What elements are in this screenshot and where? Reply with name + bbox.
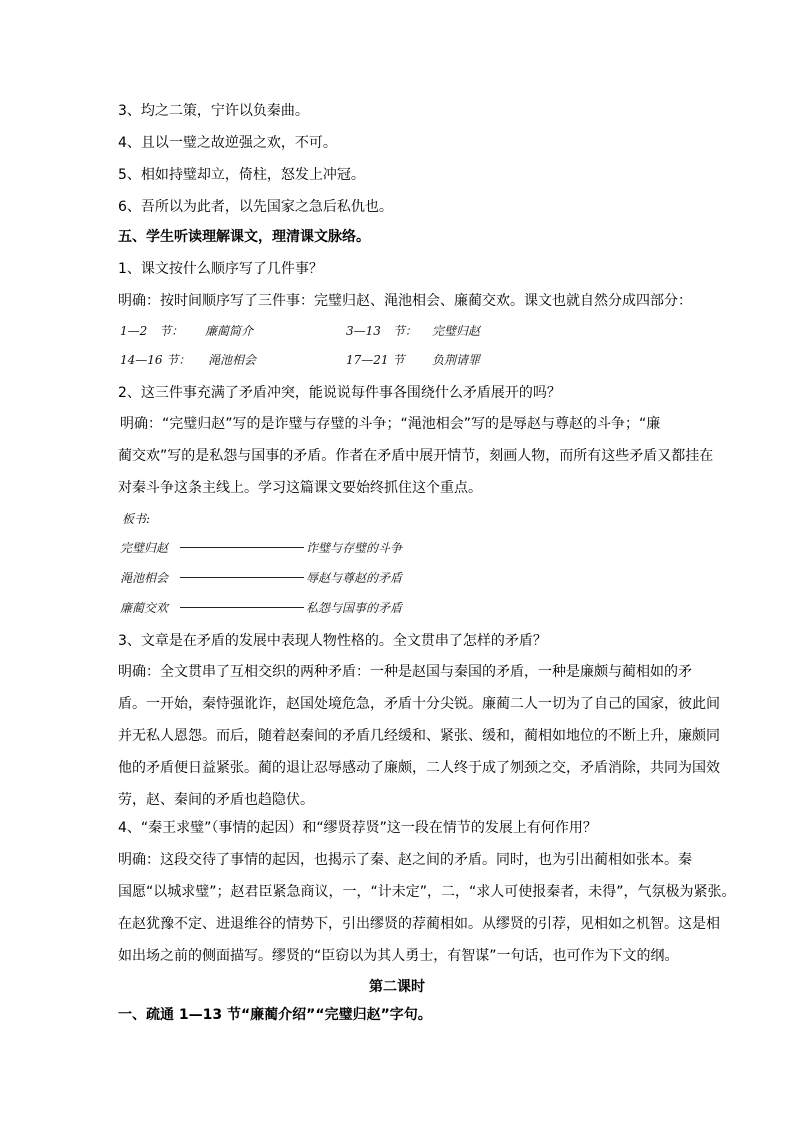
answer-line: 蔺交欢”写的是私怨与国事的矛盾。作者在矛盾中展开情节，刻画人物，而所有这些矛盾又都挂在 (118, 448, 714, 464)
question-2: 2、这三件事充满了矛盾冲突，能说说每件事各围绕什么矛盾展开的吗？ (118, 385, 561, 401)
answer-line: 明确：全文贯串了互相交织的两种矛盾：一种是赵国与秦国的矛盾，一种是廉颇与蔺相如的矛 (118, 664, 692, 680)
answer-line: 盾。一开始，秦恃强讹诈，赵国处境危急，矛盾十分尖锐。廉蔺二人一切为了自己的国家，彼此间 (118, 696, 720, 712)
part-title: 完璧归赵 (432, 324, 481, 338)
board-right: 诈璧与存璧的斗争 (306, 541, 403, 555)
answer-line: 国愿“以城求璧”；赵君臣紧急商议，一，“计未定”，二，“求人可使报秦者，未得”，气氛极为紧张。 (118, 884, 736, 900)
list-item: 3、均之二策，宁许以负秦曲。 (118, 103, 309, 119)
answer-3 (118, 656, 720, 816)
board-left: 廉蔺交欢 (120, 601, 169, 615)
answer-line: 他的矛盾便日益紧张。蔺的退让忍辱感动了廉颇，二人终于成了刎颈之交，矛盾消除，共同为国效 (118, 760, 720, 776)
part-title: 负荆请罪 (432, 353, 481, 367)
part-range: 3—13 节： (346, 324, 417, 338)
list-item: 6、吾所以为此者，以先国家之急后私仇也。 (118, 199, 393, 215)
part-range: 14—16 节： (120, 353, 191, 367)
section-heading: 一、疏通 1—13 节“廉蔺介绍”“完璧归赵”字句。 (118, 1007, 432, 1023)
answer-2 (118, 408, 714, 504)
answer-line: 明确：这段交待了事情的起因，也揭示了秦、赵之间的矛盾。同时，也为引出蔺相如张本。秦 (118, 852, 692, 868)
list-item: 5、相如持璧却立，倚柱，怒发上冲冠。 (118, 167, 365, 183)
answer-line: 在赵犹豫不定、进退维谷的情势下，引出缪贤的荐蔺相如。从缪贤的引荐，见相如之机智。这是相 (118, 916, 720, 932)
board-left: 完璧归赵 (120, 541, 169, 555)
question-1: 1、课文按什么顺序写了几件事？ (118, 261, 323, 277)
part-range: 1—2 节： (120, 324, 184, 338)
board-left: 渑池相会 (120, 571, 169, 585)
list-item: 4、且以一璧之故逆强之欢，不可。 (118, 135, 337, 151)
answer-line: 如出场之前的侧面描写。缪贤的“臣窃以为其人勇士，有智谋”一句话，也可作为下文的纲。 (118, 948, 679, 964)
board-label: 板书: (122, 512, 151, 526)
question-4: 4、“秦王求璧”（事情的起因）和“缪贤荐贤”这一段在情节的发展上有何作用？ (118, 820, 597, 836)
board-connector (180, 577, 304, 578)
board-connector (180, 547, 304, 548)
answer-1: 明确：按时间顺序写了三件事：完璧归赵、渑池相会、廉蔺交欢。课文也就自然分成四部分： (118, 293, 692, 309)
answer-line: 劳，赵、秦间的矛盾也趋隐伏。 (118, 792, 314, 808)
part-title: 廉蔺简介 (205, 324, 254, 338)
part-range: 17—21 节 (346, 353, 405, 367)
answer-line: 明确：“完璧归赵”写的是诈璧与存璧的斗争；“渑池相会”写的是辱赵与尊赵的斗争；“廉 (120, 416, 661, 432)
section-heading: 五、学生听读理解课文，理清课文脉络。 (118, 229, 370, 245)
board-right: 私怨与国事的矛盾 (306, 601, 403, 615)
question-3: 3、文章是在矛盾的发展中表现人物性格的。全文贯串了怎样的矛盾？ (118, 633, 547, 649)
part-title: 渑池相会 (208, 353, 257, 367)
lesson-title: 第二课时 (369, 979, 425, 995)
answer-line: 对秦斗争这条主线上。学习这篇课文要始终抓住这个重点。 (118, 480, 482, 496)
answer-4 (118, 844, 736, 972)
board-right: 辱赵与尊赵的矛盾 (306, 571, 403, 585)
answer-line: 并无私人恩怨。而后，随着赵秦间的矛盾几经缓和、紧张、缓和，蔺相如地位的不断上升，廉颇同 (118, 728, 720, 744)
board-connector (180, 607, 304, 608)
